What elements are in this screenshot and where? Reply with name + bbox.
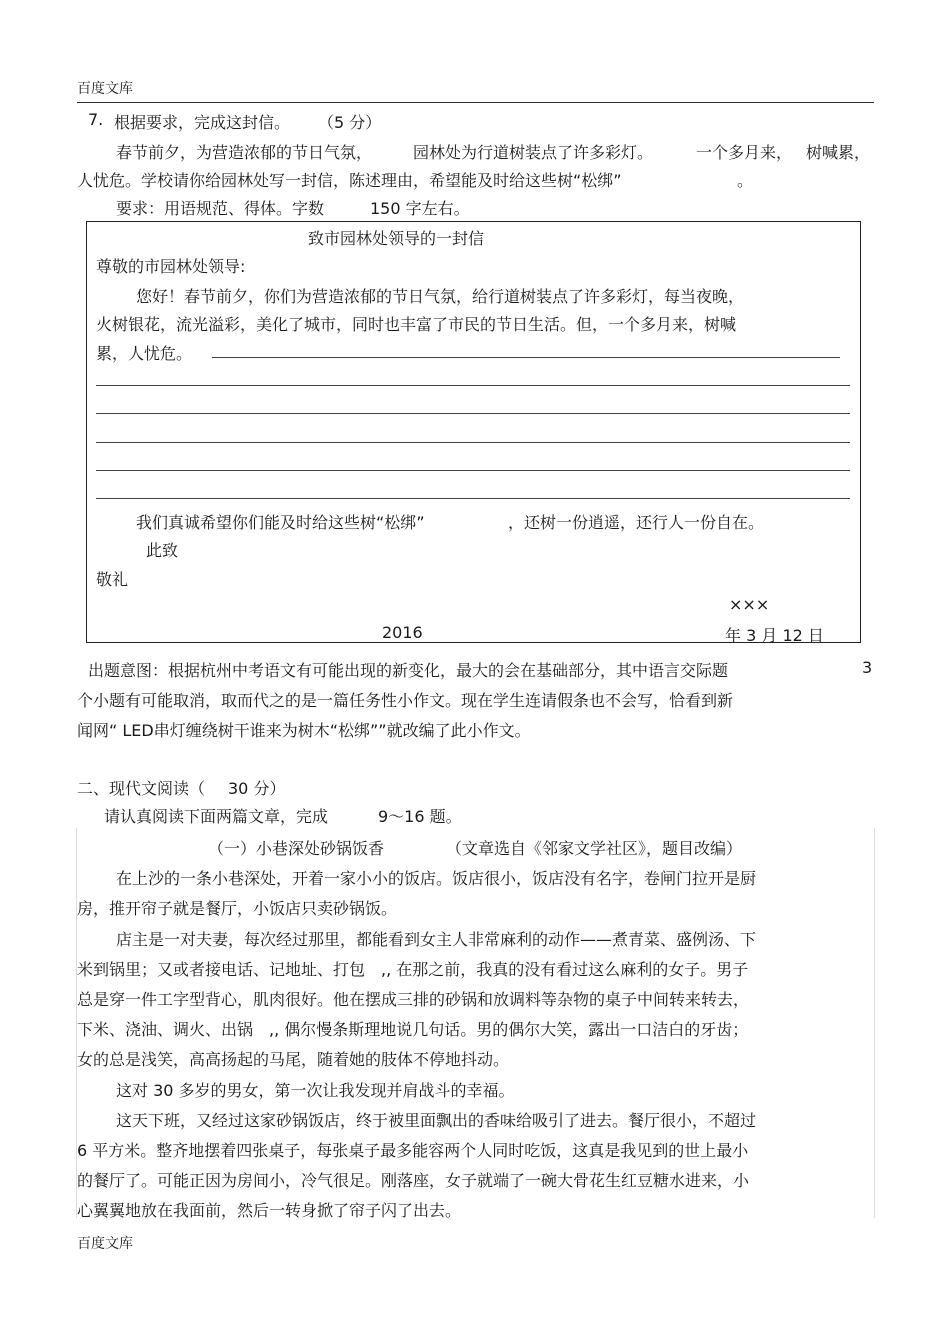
letter-body: 您好！春节前夕，你们为营造浓郁的节日气氛，给行道树装点了许多彩灯，每当夜晚，: [136, 287, 745, 306]
writing-line[interactable]: [96, 385, 850, 386]
letter-date: 年 3 月 12 日: [725, 626, 824, 645]
passage-paragraph: 6 平方米。整齐地摆着四张桌子，每张桌子最多能容两个人同时吃饭，这真是我见到的世上最小: [77, 1141, 749, 1160]
section-heading: 30 分）: [228, 779, 286, 798]
question-prompt: 根据要求，完成这封信。: [114, 113, 291, 132]
passage-source: （文章选自《邻家文学社区》，题目改编）: [446, 839, 743, 858]
header-rule: [77, 102, 874, 103]
passage-paragraph: 房，推开帘子就是餐厅，小饭店只卖砂锅饭。: [77, 899, 398, 918]
question-score: （5 分）: [318, 113, 382, 132]
letter-body: 火树银花，流光溢彩，美化了城市，同时也丰富了市民的节日生活。但，一个多月来，树喊: [96, 315, 737, 334]
letter-year: 2016: [382, 623, 423, 642]
passage-paragraph: 店主是一对夫妻，每次经过那里，都能看到女主人非常麻利的动作——煮青菜、盛例汤、下: [116, 930, 757, 949]
writing-line[interactable]: [96, 498, 850, 499]
intent-text: 3: [862, 658, 873, 677]
passage-paragraph: 米到锅里；又或者接电话、记地址、打包 ,, 在那之前，我真的没有看过这么麻利的女子。男子: [77, 960, 749, 979]
letter-salutation: 尊敬的市园林处领导:: [96, 257, 246, 276]
passage-paragraph: 下米、浇油、调火、出锅 ,, 偶尔慢条斯理地说几句话。男的偶尔大笑，露出一口洁白的牙齿；: [77, 1020, 749, 1039]
intent-text: 闻网“ LED串灯缠绕树干谁来为树木“松绑””就改编了此小作文。: [77, 721, 531, 740]
passage-paragraph: 这对 30 多岁的男女，第一次让我发现并肩战斗的幸福。: [116, 1081, 515, 1100]
intent-text: 个小题有可能取消，取而代之的是一篇任务性小作文。现在学生连请假条也不会写，恰看到新: [77, 691, 734, 710]
intent-text: 出题意图：根据杭州中考语文有可能出现的新变化，最大的会在基础部分，其中语言交际题: [88, 661, 729, 680]
question-context: 。: [737, 171, 754, 190]
question-context: 树喊累，: [806, 143, 871, 162]
question-number: 7.: [88, 110, 104, 129]
passage-paragraph: 的餐厅了。可能正因为房间小，冷气很足。刚落座，女子就端了一碗大骨花生红豆糖水进来，小: [77, 1171, 750, 1190]
writing-line[interactable]: [96, 470, 850, 471]
letter-closing: 我们真诚希望你们能及时给这些树“松绑”: [136, 513, 425, 532]
passage-paragraph: 在上沙的一条小巷深处，开着一家小小的饭店。饭店很小，饭店没有名字，卷闸门拉开是厨: [116, 869, 757, 888]
header-label: 百度文库: [77, 81, 133, 97]
passage-border-right: [874, 828, 875, 1218]
letter-signature: ×××: [729, 595, 770, 614]
section-instruction: 请认真阅读下面两篇文章，完成: [104, 807, 329, 826]
passage-title: （一）小巷深处砂锅饭香: [208, 839, 385, 858]
letter-cizhi: 此致: [146, 541, 179, 560]
footer-label: 百度文库: [77, 1236, 133, 1252]
question-context: 春节前夕，为营造浓郁的节日气氛，: [116, 143, 373, 162]
letter-title: 致市园林处领导的一封信: [308, 229, 485, 248]
letter-closing: ，还树一份逍遥，还行人一份自在。: [508, 513, 765, 532]
letter-body: 累，人忧危。: [96, 344, 193, 363]
passage-paragraph: 心翼翼地放在我面前，然后一转身掀了帘子闪了出去。: [77, 1201, 462, 1220]
question-context: 园林处为行道树装点了许多彩灯。: [413, 143, 654, 162]
section-heading: 二、现代文阅读（: [77, 779, 206, 798]
question-context: 人忧危。学校请你给园林处写一封信，陈述理由，希望能及时给这些树“松绑”: [77, 171, 622, 190]
question-requirement: 要求：用语规范、得体。字数: [116, 199, 325, 218]
writing-line[interactable]: [96, 442, 850, 443]
writing-line[interactable]: [96, 413, 850, 414]
passage-paragraph: 女的总是浅笑，高高扬起的马尾，随着她的肢体不停地抖动。: [77, 1050, 510, 1069]
question-requirement: 150 字左右。: [370, 199, 470, 218]
writing-line[interactable]: [212, 357, 840, 358]
passage-paragraph: 总是穿一件工字型背心，肌肉很好。他在摆成三排的砂锅和放调料等杂物的桌子中间转来转去，: [77, 990, 750, 1009]
passage-paragraph: 这天下班，又经过这家砂锅饭店，终于被里面飘出的香味给吸引了进去。餐厅很小，不超过: [116, 1111, 757, 1130]
letter-jingli: 敬礼: [96, 570, 129, 589]
question-context: 一个多月来，: [696, 143, 793, 162]
section-instruction: 9～16 题。: [378, 807, 462, 826]
